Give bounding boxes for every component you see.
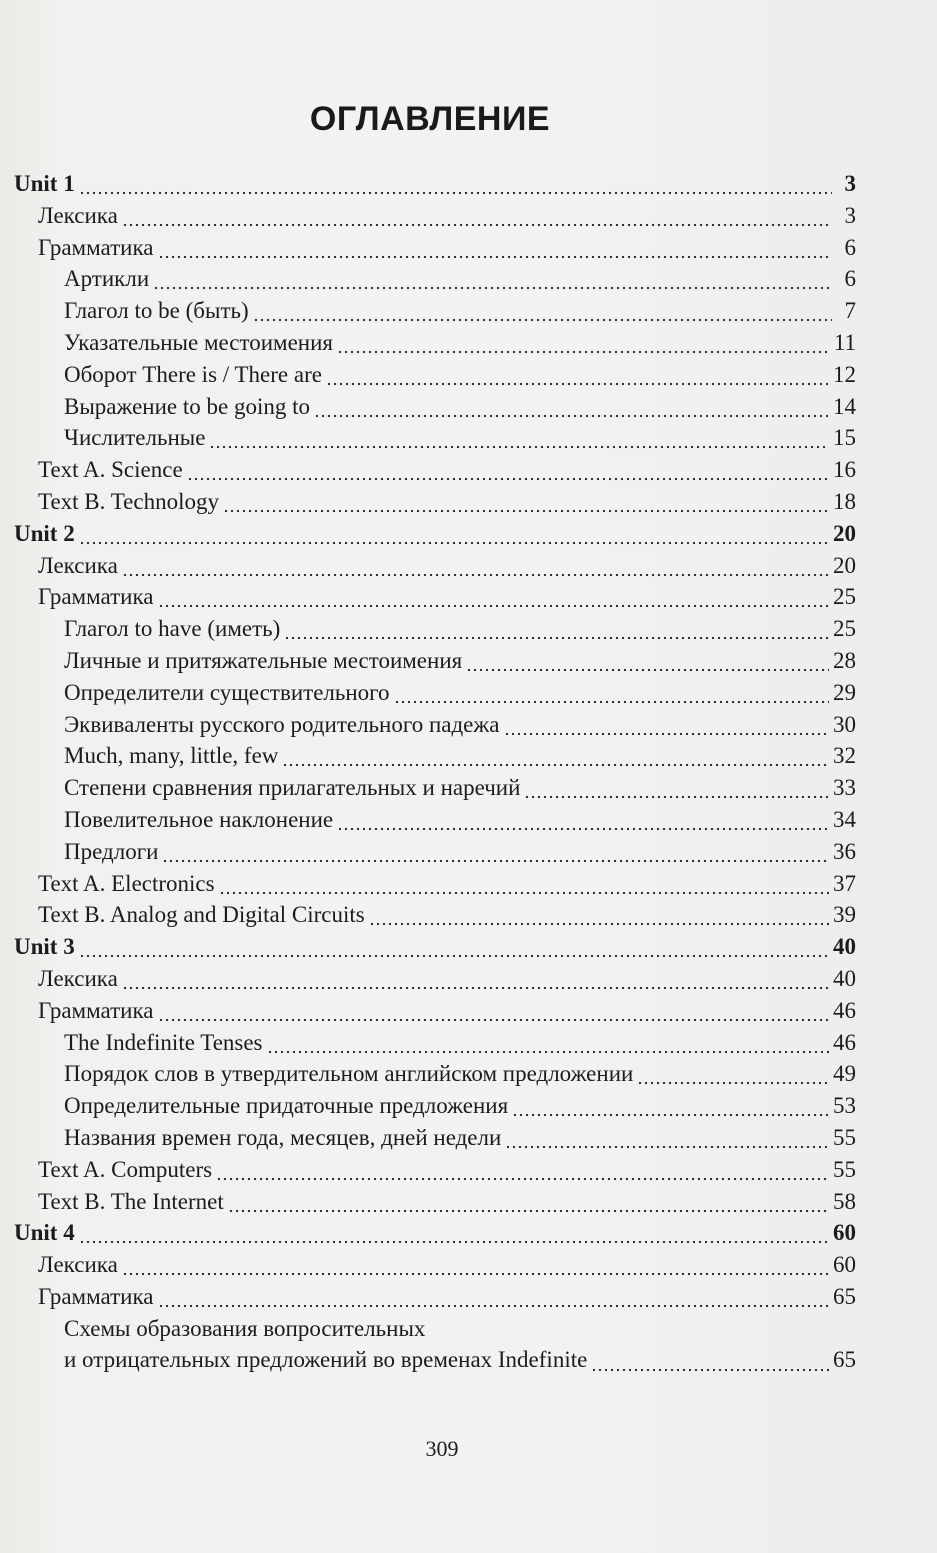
dot-leader bbox=[337, 804, 829, 836]
toc-entry-page: 3 bbox=[844, 171, 856, 196]
dot-leader bbox=[637, 1058, 829, 1090]
toc-entry-label: Степени сравнения прилагательных и наречий bbox=[64, 775, 521, 801]
toc-entry bbox=[14, 868, 856, 900]
toc-entry bbox=[14, 263, 856, 295]
toc-entry bbox=[14, 200, 856, 232]
dot-leader bbox=[326, 359, 829, 391]
toc-entry bbox=[14, 645, 856, 677]
toc-entry bbox=[14, 1313, 856, 1377]
table-of-contents bbox=[14, 168, 856, 1376]
toc-entry-label: Повелительное наклонение bbox=[64, 806, 334, 832]
dot-leader bbox=[219, 868, 829, 900]
toc-unit-heading bbox=[14, 1217, 856, 1249]
dot-leader bbox=[79, 1217, 829, 1249]
toc-entry-label: Эквиваленты русского родительного падежа bbox=[64, 711, 500, 737]
toc-entry bbox=[14, 963, 856, 995]
toc-entry bbox=[14, 1186, 856, 1218]
toc-entry-page: 39 bbox=[833, 902, 856, 928]
toc-entry-page: 16 bbox=[833, 457, 856, 483]
toc-entry-label: Выражение to be going to bbox=[64, 393, 311, 419]
toc-entry-page: 58 bbox=[833, 1188, 856, 1214]
toc-entry bbox=[14, 391, 856, 423]
toc-entry bbox=[14, 995, 856, 1027]
page-title: ОГЛАВЛЕНИЕ bbox=[309, 100, 551, 138]
dot-leader bbox=[158, 232, 832, 264]
dot-leader bbox=[158, 995, 829, 1027]
toc-entry bbox=[14, 422, 856, 454]
toc-entry-label: The Indefinite Tenses bbox=[64, 1029, 263, 1055]
dot-leader bbox=[153, 263, 832, 295]
toc-entry bbox=[14, 454, 856, 486]
toc-entry bbox=[14, 581, 856, 613]
dot-leader bbox=[158, 581, 829, 613]
toc-entry-page: 55 bbox=[833, 1156, 856, 1182]
toc-entry-label: Unit 4 bbox=[14, 1220, 75, 1246]
dot-leader bbox=[267, 1027, 829, 1059]
toc-entry-page: 11 bbox=[833, 329, 856, 355]
dot-leader bbox=[505, 1122, 829, 1154]
toc-entry-page: 3 bbox=[844, 202, 856, 228]
toc-entry bbox=[14, 359, 856, 391]
dot-leader bbox=[504, 709, 830, 741]
toc-entry-label: Числительные bbox=[64, 425, 206, 451]
toc-entry-page: 6 bbox=[844, 266, 856, 292]
toc-entry-label: Порядок слов в утвердительном английском предложении bbox=[64, 1061, 634, 1087]
toc-entry-page: 7 bbox=[844, 298, 856, 324]
toc-entry-page: 29 bbox=[833, 679, 856, 705]
dot-leader bbox=[284, 613, 829, 645]
toc-entry-label: Грамматика bbox=[38, 234, 154, 260]
toc-entry bbox=[14, 899, 856, 931]
dot-leader bbox=[162, 836, 829, 868]
toc-entry-page: 36 bbox=[833, 838, 856, 864]
dot-leader bbox=[79, 168, 832, 200]
toc-entry bbox=[14, 232, 856, 264]
dot-leader bbox=[253, 295, 832, 327]
toc-entry-page: 34 bbox=[833, 806, 856, 832]
dot-leader bbox=[394, 677, 829, 709]
toc-unit-heading bbox=[14, 518, 856, 550]
toc-entry-page: 46 bbox=[833, 1029, 856, 1055]
toc-entry-label: Much, many, little, few bbox=[64, 743, 279, 769]
toc-entry bbox=[14, 677, 856, 709]
toc-entry bbox=[14, 1249, 856, 1281]
dot-leader bbox=[122, 963, 829, 995]
toc-entry-page: 25 bbox=[833, 616, 856, 642]
dot-leader bbox=[122, 1249, 829, 1281]
toc-entry-page: 55 bbox=[833, 1124, 856, 1150]
toc-entry-label: Личные и притяжательные местоимения bbox=[64, 647, 463, 673]
toc-entry bbox=[14, 295, 856, 327]
toc-entry-label: Названия времен года, месяцев, дней недели bbox=[64, 1124, 502, 1150]
toc-entry-label: Лексика bbox=[38, 552, 118, 578]
dot-leader bbox=[282, 740, 829, 772]
toc-entry-page: 30 bbox=[833, 711, 856, 737]
toc-entry bbox=[14, 709, 856, 741]
toc-unit-heading bbox=[14, 931, 856, 963]
toc-entry-page: 49 bbox=[833, 1061, 856, 1087]
toc-entry bbox=[14, 1090, 856, 1122]
toc-entry-label: Артикли bbox=[64, 266, 150, 292]
dot-leader bbox=[228, 1186, 829, 1218]
toc-entry-page: 65 bbox=[833, 1347, 856, 1373]
toc-entry-page: 25 bbox=[833, 584, 856, 610]
toc-entry-label: Text B. Technology bbox=[38, 488, 219, 514]
toc-entry-label: Лексика bbox=[38, 965, 118, 991]
dot-leader bbox=[337, 327, 830, 359]
toc-entry-label: Указательные местоимения bbox=[64, 329, 334, 355]
toc-entry-label: Грамматика bbox=[38, 584, 154, 610]
toc-entry bbox=[14, 836, 856, 868]
dot-leader bbox=[122, 550, 829, 582]
toc-entry-label: Text A. Science bbox=[38, 457, 183, 483]
toc-entry-page: 60 bbox=[833, 1252, 856, 1278]
toc-entry-page: 20 bbox=[833, 552, 856, 578]
toc-entry bbox=[14, 1058, 856, 1090]
dot-leader bbox=[187, 454, 829, 486]
dot-leader bbox=[591, 1313, 829, 1377]
toc-entry-label-line2: и отрицательных предложений во временах Indefinite bbox=[64, 1347, 588, 1373]
toc-entry-label: Грамматика bbox=[38, 1283, 154, 1309]
toc-entry-label bbox=[64, 1313, 587, 1377]
toc-entry bbox=[14, 1281, 856, 1313]
toc-entry-label: Определительные придаточные предложения bbox=[64, 1093, 509, 1119]
toc-entry-label: Лексика bbox=[38, 1252, 118, 1278]
dot-leader bbox=[216, 1154, 829, 1186]
toc-entry-page: 40 bbox=[833, 934, 856, 960]
dot-leader bbox=[79, 931, 829, 963]
toc-entry-label: Лексика bbox=[38, 202, 118, 228]
toc-entry-page: 37 bbox=[833, 870, 856, 896]
dot-leader bbox=[79, 518, 829, 550]
toc-entry-label: Unit 2 bbox=[14, 520, 75, 546]
toc-entry-label: Предлоги bbox=[64, 838, 159, 864]
toc-entry-page: 15 bbox=[833, 425, 856, 451]
toc-entry bbox=[14, 1122, 856, 1154]
toc-entry bbox=[14, 550, 856, 582]
toc-entry-label: Text A. Electronics bbox=[38, 870, 215, 896]
toc-entry-label-line1: Схемы образования вопросительных bbox=[64, 1315, 426, 1341]
toc-entry bbox=[14, 327, 856, 359]
toc-entry bbox=[14, 772, 856, 804]
toc-entry-page: 28 bbox=[833, 647, 856, 673]
toc-entry bbox=[14, 1027, 856, 1059]
toc-entry-page: 33 bbox=[833, 775, 856, 801]
toc-entry bbox=[14, 740, 856, 772]
toc-entry-page: 46 bbox=[833, 997, 856, 1023]
page-number: 309 bbox=[425, 1436, 459, 1461]
dot-leader bbox=[122, 200, 832, 232]
toc-entry-label: Грамматика bbox=[38, 997, 154, 1023]
toc-entry bbox=[14, 613, 856, 645]
toc-entry-page: 6 bbox=[844, 234, 856, 260]
toc-entry-label: Глагол to have (иметь) bbox=[64, 616, 281, 642]
toc-entry-label: Text A. Computers bbox=[38, 1156, 213, 1182]
toc-entry-page: 65 bbox=[833, 1283, 856, 1309]
dot-leader bbox=[223, 486, 829, 518]
toc-entry-page: 53 bbox=[833, 1093, 856, 1119]
toc-entry-label: Text B. Analog and Digital Circuits bbox=[38, 902, 365, 928]
toc-unit-heading bbox=[14, 168, 856, 200]
toc-entry bbox=[14, 1154, 856, 1186]
toc-entry-page: 60 bbox=[833, 1220, 856, 1246]
toc-entry-page: 14 bbox=[833, 393, 856, 419]
toc-entry-page: 20 bbox=[833, 520, 856, 546]
dot-leader bbox=[524, 772, 829, 804]
toc-entry bbox=[14, 486, 856, 518]
dot-leader bbox=[209, 422, 829, 454]
dot-leader bbox=[466, 645, 829, 677]
toc-entry bbox=[14, 804, 856, 836]
dot-leader bbox=[314, 391, 829, 423]
toc-entry-page: 18 bbox=[833, 488, 856, 514]
dot-leader bbox=[512, 1090, 829, 1122]
toc-entry-label: Определители существительного bbox=[64, 679, 390, 705]
toc-entry-page: 32 bbox=[833, 743, 856, 769]
toc-entry-label: Unit 1 bbox=[14, 171, 75, 196]
toc-entry-label: Глагол to be (быть) bbox=[64, 298, 249, 324]
toc-entry-label: Unit 3 bbox=[14, 934, 75, 960]
dot-leader bbox=[158, 1281, 829, 1313]
dot-leader bbox=[369, 899, 829, 931]
toc-entry-label: Text B. The Internet bbox=[38, 1188, 224, 1214]
toc-entry-label: Оборот There is / There are bbox=[64, 361, 322, 387]
toc-entry-page: 40 bbox=[833, 965, 856, 991]
toc-entry-page: 12 bbox=[833, 361, 856, 387]
